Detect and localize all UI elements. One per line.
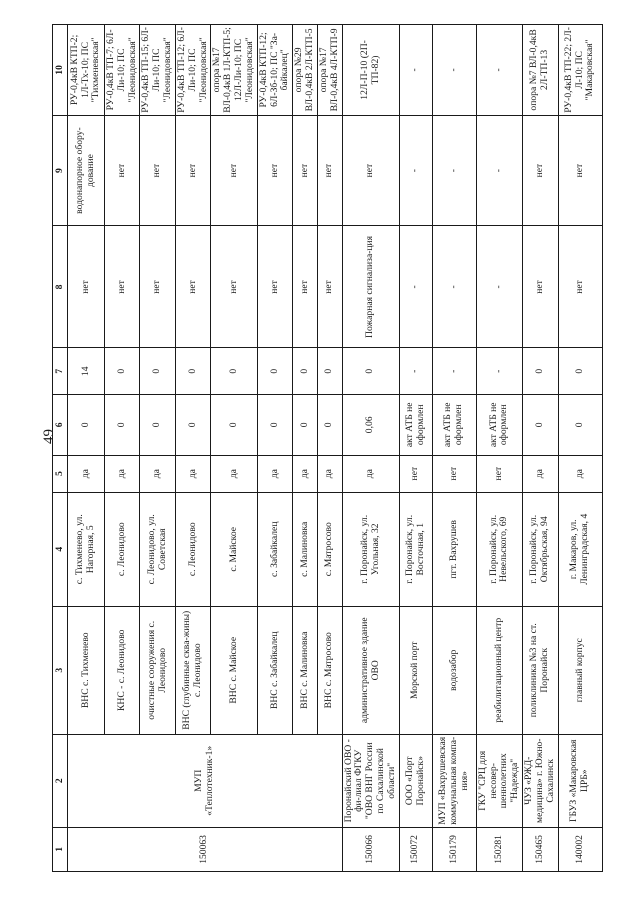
cell-c1: 150063: [68, 827, 343, 871]
cell-c4: г. Макаров, ул. Ленинградская, 4: [558, 492, 602, 606]
cell-c5: да: [523, 455, 558, 492]
cell-c4: пгт. Вахрушев: [432, 492, 476, 606]
cell-c6: акт АТБ не оформлен: [399, 395, 432, 456]
cell-c4: г. Поронайск, ул. Невельского, 69: [476, 492, 522, 606]
cell-c10: 12Л-П-10 (2П-ТП-82): [342, 25, 399, 116]
cell-c7: -: [399, 348, 432, 395]
cell-c9: нет: [175, 115, 210, 226]
col-header: 6: [53, 395, 68, 456]
cell-c10: РУ-0,4кВ ТП-7; 6Л-Ли-10; ПС "Леонидовская": [105, 25, 140, 116]
cell-c7: 0: [105, 348, 140, 395]
facilities-table: [52, 24, 603, 872]
table-row: [432, 25, 476, 872]
col-header: 5: [53, 455, 68, 492]
cell-c9: водонапорное обору-дование: [68, 115, 105, 226]
cell-c7: 0: [293, 348, 318, 395]
cell-c10: РУ-0,4кВ КТП-12; 6Л-Зб-10; ПС "За-байкалец": [257, 25, 292, 116]
cell-c5: нет: [476, 455, 522, 492]
cell-c1: 150465: [523, 827, 558, 871]
cell-c4: г. Поронайск, ул. Октябрьская, 94: [523, 492, 558, 606]
cell-c8: нет: [317, 226, 342, 348]
cell-c5: да: [342, 455, 399, 492]
cell-c5: да: [68, 455, 105, 492]
cell-c5: да: [317, 455, 342, 492]
cell-c9: -: [476, 115, 522, 226]
cell-c6: 0: [523, 395, 558, 456]
col-header: 8: [53, 226, 68, 348]
cell-c5: да: [211, 455, 257, 492]
col-header: 4: [53, 492, 68, 606]
cell-c4: с. Леонидово, ул. Советская: [140, 492, 175, 606]
table-row: [476, 25, 522, 872]
cell-c4: с. Леонидово: [105, 492, 140, 606]
cell-c6: акт АТБ не оформлен: [476, 395, 522, 456]
cell-c4: с. Майское: [211, 492, 257, 606]
cell-c2: МУП «Вахрушевская коммунальная компа-ния»: [432, 734, 476, 827]
cell-c8: нет: [140, 226, 175, 348]
cell-c4: г. Поронайск, ул. Угольная, 32: [342, 492, 399, 606]
cell-c8: нет: [175, 226, 210, 348]
cell-c10: -: [476, 25, 522, 116]
cell-c5: да: [175, 455, 210, 492]
cell-c4: с. Малиновка: [293, 492, 318, 606]
cell-c9: -: [399, 115, 432, 226]
cell-c3: главный корпус: [558, 606, 602, 734]
cell-c1: 150281: [476, 827, 522, 871]
cell-c3: ВНС с. Матросово: [317, 606, 342, 734]
cell-c7: 0: [317, 348, 342, 395]
col-header: 2: [53, 734, 68, 827]
cell-c6: акт АТБ не оформлен: [432, 395, 476, 456]
cell-c10: опора №17 ВЛ-0,4кВ 4Л-КТП-9: [317, 25, 342, 116]
cell-c6: 0: [175, 395, 210, 456]
cell-c8: нет: [558, 226, 602, 348]
cell-c7: 0: [211, 348, 257, 395]
cell-c3: Морской порт: [399, 606, 432, 734]
cell-c9: нет: [523, 115, 558, 226]
cell-c2: МУП «Теплотехник-1»: [68, 734, 343, 827]
cell-c5: нет: [399, 455, 432, 492]
cell-c7: -: [432, 348, 476, 395]
cell-c7: -: [476, 348, 522, 395]
cell-c6: 0: [68, 395, 105, 456]
cell-c9: нет: [105, 115, 140, 226]
table-row: [558, 25, 602, 872]
cell-c5: да: [257, 455, 292, 492]
cell-c9: нет: [558, 115, 602, 226]
cell-c1: 150179: [432, 827, 476, 871]
cell-c10: -: [432, 25, 476, 116]
cell-c8: -: [476, 226, 522, 348]
cell-c4: с. Тихменево, ул. Нагорная, 5: [68, 492, 105, 606]
cell-c7: 0: [342, 348, 399, 395]
cell-c7: 14: [68, 348, 105, 395]
cell-c8: нет: [293, 226, 318, 348]
cell-c7: 0: [558, 348, 602, 395]
cell-c6: 0: [211, 395, 257, 456]
cell-c8: нет: [257, 226, 292, 348]
cell-c9: нет: [211, 115, 257, 226]
cell-c5: да: [293, 455, 318, 492]
col-header: 9: [53, 115, 68, 226]
cell-c4: г. Поронайск, ул. Восточная, 1: [399, 492, 432, 606]
cell-c10: РУ-0,4кВ КТП-2; 1Л-Тх-10; ПС "Тихменевская": [68, 25, 105, 116]
cell-c3: ВНС с. Забайкалец: [257, 606, 292, 734]
cell-c9: нет: [342, 115, 399, 226]
cell-c1: 150066: [342, 827, 399, 871]
cell-c3: ВНС с. Тихменево: [68, 606, 105, 734]
cell-c3: ВНС (глубинные сква-жины) с. Леонидово: [175, 606, 210, 734]
table-row: [523, 25, 558, 872]
cell-c4: с. Леонидово: [175, 492, 210, 606]
cell-c2: ЧУЗ «РЖД-медицина» г. Южно-Сахалинск: [523, 734, 558, 827]
cell-c8: нет: [105, 226, 140, 348]
cell-c2: ГКУ "СРЦ для несовер-шеннолетних "Надежда": [476, 734, 522, 827]
cell-c8: нет: [68, 226, 105, 348]
table-row: [68, 25, 105, 872]
cell-c4: с. Забайкалец: [257, 492, 292, 606]
cell-c8: нет: [523, 226, 558, 348]
cell-c1: 150072: [399, 827, 432, 871]
col-header: 1: [53, 827, 68, 871]
cell-c7: 0: [257, 348, 292, 395]
cell-c5: да: [140, 455, 175, 492]
cell-c5: да: [105, 455, 140, 492]
cell-c7: 0: [140, 348, 175, 395]
col-header: 10: [53, 25, 68, 116]
header-row: [53, 25, 68, 872]
cell-c8: Пожарная сигнализа-ция: [342, 226, 399, 348]
cell-c9: нет: [257, 115, 292, 226]
cell-c8: -: [399, 226, 432, 348]
cell-c10: РУ-0,4кВ ТП-12; 6Л-Ли-10; ПС "Леонидовская": [175, 25, 210, 116]
cell-c8: нет: [211, 226, 257, 348]
cell-c10: опора №29 ВЛ-0,4кВ 2Л-КТП-5: [293, 25, 318, 116]
cell-c9: -: [432, 115, 476, 226]
cell-c2: ООО «Порт Поронайск»: [399, 734, 432, 827]
cell-c10: -: [399, 25, 432, 116]
cell-c6: 0,06: [342, 395, 399, 456]
col-header: 3: [53, 606, 68, 734]
cell-c10: опора №7 ВЛ-0,4кВ 2Л-ТП-13: [523, 25, 558, 116]
cell-c7: 0: [175, 348, 210, 395]
rotated-page: [52, 24, 596, 872]
cell-c9: нет: [317, 115, 342, 226]
cell-c3: КНС - с. Леонидово: [105, 606, 140, 734]
cell-c1: 140002: [558, 827, 602, 871]
cell-c3: административное здание ОВО: [342, 606, 399, 734]
table-row: [399, 25, 432, 872]
cell-c6: 0: [140, 395, 175, 456]
col-header: 7: [53, 348, 68, 395]
cell-c9: нет: [293, 115, 318, 226]
cell-c3: поликлиника №3 на ст. Поронайск: [523, 606, 558, 734]
cell-c6: 0: [558, 395, 602, 456]
cell-c5: нет: [432, 455, 476, 492]
cell-c6: 0: [293, 395, 318, 456]
cell-c3: реабилитационный центр: [476, 606, 522, 734]
cell-c9: нет: [140, 115, 175, 226]
cell-c2: Поронайский ОВО - фи-лиал ФГКУ "ОВО ВНГ России по Сахалинской области": [342, 734, 399, 827]
cell-c4: с. Матросово: [317, 492, 342, 606]
cell-c3: водозабор: [432, 606, 476, 734]
cell-c6: 0: [105, 395, 140, 456]
cell-c3: ВНС с. Малиновка: [293, 606, 318, 734]
cell-c3: очистные сооружения с. Леонидово: [140, 606, 175, 734]
cell-c6: 0: [257, 395, 292, 456]
cell-c10: РУ-0,4кВ ТП-22; 2Л-Л-10; ПС "Макаровская": [558, 25, 602, 116]
cell-c10: РУ-0,4кВ ТП-15; 6Л-Ли-10; ПС "Леонидовская": [140, 25, 175, 116]
cell-c10: опора №17 ВЛ-0,4кВ 1Л-КТП-5; 12Л-Ли-10; ПС "Леонидовская": [211, 25, 257, 116]
cell-c5: да: [558, 455, 602, 492]
page-number: 49: [41, 429, 57, 444]
table-row: [342, 25, 399, 872]
cell-c3: ВНС с. Майское: [211, 606, 257, 734]
cell-c2: ГБУЗ «Макаровская ЦРБ»: [558, 734, 602, 827]
cell-c8: -: [432, 226, 476, 348]
cell-c7: 0: [523, 348, 558, 395]
cell-c6: 0: [317, 395, 342, 456]
